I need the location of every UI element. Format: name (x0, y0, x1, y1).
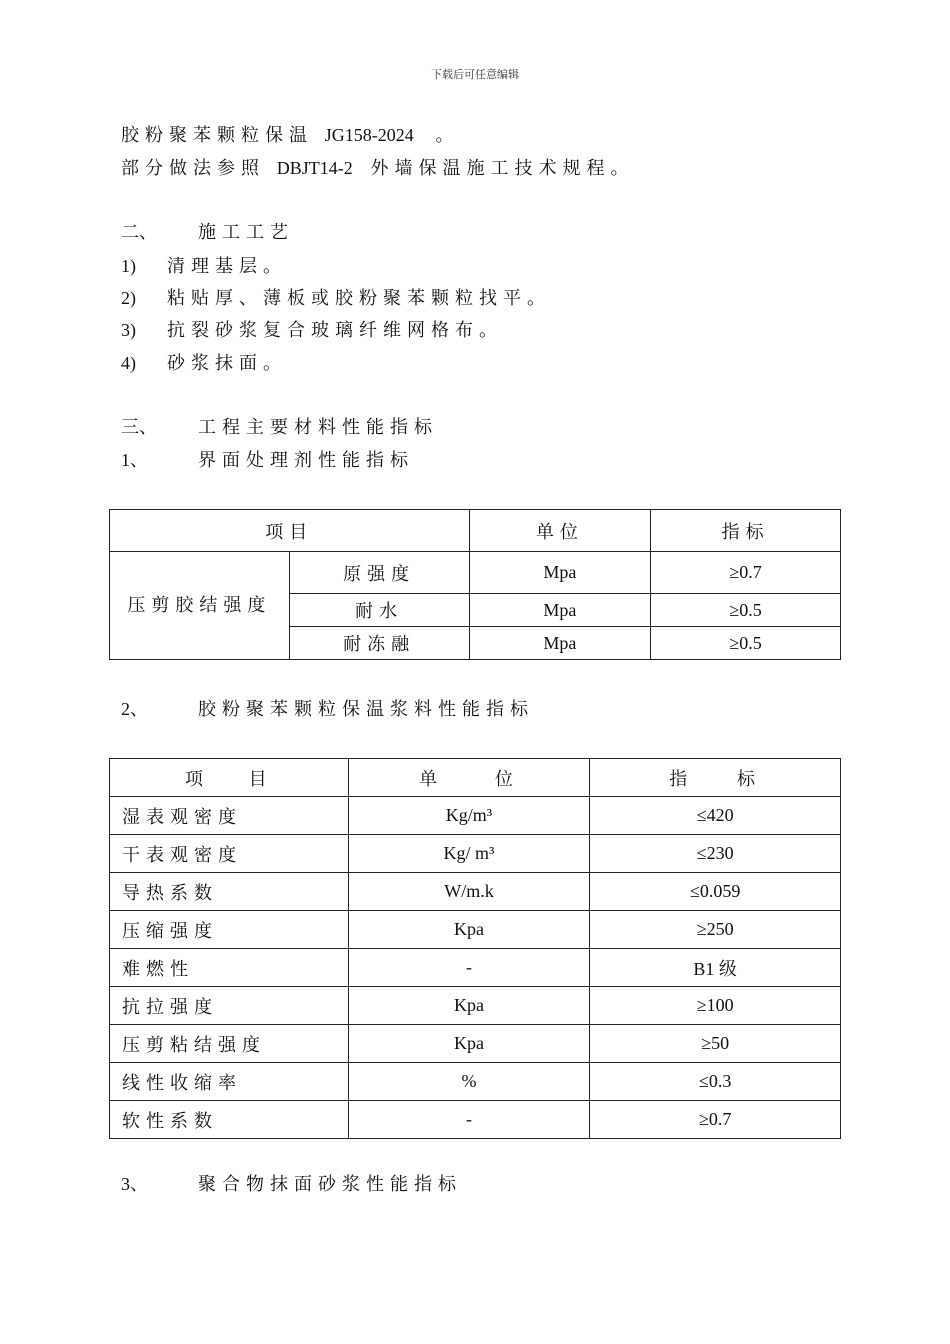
step-number: 4) (121, 353, 136, 373)
section-title: 施工工艺 (198, 222, 294, 243)
step-item (121, 352, 287, 375)
intro-text: 胶粉聚苯颗粒保温 (121, 125, 313, 146)
table-row (110, 1063, 841, 1101)
header-cell: 项 目 (110, 759, 349, 797)
step-item (121, 319, 503, 342)
value-cell: ≥100 (590, 987, 841, 1025)
item-cell: 耐冻融 (289, 627, 469, 660)
page-header: 下载后可任意编辑 (431, 68, 519, 81)
table-row (110, 835, 841, 873)
value-cell: ≤0.059 (590, 873, 841, 911)
item-cell: 耐水 (289, 594, 469, 627)
unit-cell: W/m.k (348, 873, 590, 911)
intro-text: 外墙保温施工技术规程。 (370, 158, 635, 179)
table-row (110, 1025, 841, 1063)
item-cell: 压缩强度 (110, 911, 349, 949)
unit-cell: Kg/ m³ (348, 835, 590, 873)
subsection-title: 界面处理剂性能指标 (198, 450, 414, 471)
value-cell: ≤230 (590, 835, 841, 873)
item-cell: 难燃性 (110, 949, 349, 987)
value-cell: ≤0.3 (590, 1063, 841, 1101)
header-cell: 单位 (469, 510, 651, 552)
insulation-mortar-table (109, 758, 841, 1139)
table-row (110, 911, 841, 949)
section-number: 三、 (121, 417, 157, 438)
unit-cell: Kpa (348, 987, 590, 1025)
header-cell: 项目 (110, 510, 470, 552)
table-row (110, 797, 841, 835)
item-cell: 干表观密度 (110, 835, 349, 873)
subsection-title: 聚合物抹面砂浆性能指标 (198, 1174, 462, 1195)
intro-line-1 (121, 124, 459, 147)
unit-cell: Mpa (469, 552, 651, 594)
intro-line-2 (121, 157, 634, 180)
item-cell: 抗拉强度 (110, 987, 349, 1025)
step-number: 1) (121, 256, 136, 276)
subsection-heading (121, 449, 414, 472)
section-heading (121, 222, 294, 244)
section-heading (121, 417, 438, 439)
table-header-row (110, 759, 841, 797)
value-cell: ≥0.7 (651, 552, 841, 594)
item-cell: 原强度 (289, 552, 469, 594)
subsection-number: 2、 (121, 699, 148, 719)
unit-cell: Kg/m³ (348, 797, 590, 835)
step-text: 抗裂砂浆复合玻璃纤维网格布。 (167, 320, 503, 341)
subsection-heading (121, 1173, 462, 1196)
unit-cell: Mpa (469, 627, 651, 660)
value-cell: ≥0.5 (651, 627, 841, 660)
header-cell: 指 标 (590, 759, 841, 797)
subsection-number: 3、 (121, 1174, 148, 1194)
subsection-heading (121, 698, 534, 721)
step-text: 清理基层。 (167, 256, 287, 277)
item-cell: 湿表观密度 (110, 797, 349, 835)
value-cell: ≥0.7 (590, 1101, 841, 1139)
unit-cell: - (348, 1101, 590, 1139)
section-title: 工程主要材料性能指标 (198, 417, 438, 438)
subsection-title: 胶粉聚苯颗粒保温浆料性能指标 (198, 699, 534, 720)
unit-cell: Kpa (348, 911, 590, 949)
table-row (110, 873, 841, 911)
value-cell: ≥0.5 (651, 594, 841, 627)
table-header-row (110, 510, 841, 552)
value-cell: ≥250 (590, 911, 841, 949)
unit-cell: Kpa (348, 1025, 590, 1063)
standard-code: DBJT14-2 (276, 158, 353, 178)
subsection-number: 1、 (121, 450, 148, 470)
table-row (110, 987, 841, 1025)
unit-cell: Mpa (469, 594, 651, 627)
item-cell: 导热系数 (110, 873, 349, 911)
step-item (121, 255, 287, 278)
section-number: 二、 (121, 222, 157, 243)
interface-agent-table (109, 509, 841, 660)
table-row (110, 949, 841, 987)
value-cell: ≤420 (590, 797, 841, 835)
header-cell: 单 位 (348, 759, 590, 797)
group-label-cell: 压剪胶结强度 (110, 552, 290, 660)
step-text: 砂浆抹面。 (167, 353, 287, 374)
unit-cell: % (348, 1063, 590, 1101)
step-number: 3) (121, 320, 136, 340)
table-row (110, 1101, 841, 1139)
standard-code: JG158-2024 (324, 125, 414, 145)
value-cell: B1 级 (590, 949, 841, 987)
step-text: 粘贴厚、薄板或胶粉聚苯颗粒找平。 (167, 288, 551, 309)
item-cell: 压剪粘结强度 (110, 1025, 349, 1063)
unit-cell: - (348, 949, 590, 987)
intro-text: 部分做法参照 (121, 158, 265, 179)
header-cell: 指标 (651, 510, 841, 552)
intro-punct: 。 (435, 125, 460, 146)
step-item (121, 287, 551, 310)
item-cell: 软性系数 (110, 1101, 349, 1139)
step-number: 2) (121, 288, 136, 308)
table-row (110, 552, 841, 594)
value-cell: ≥50 (590, 1025, 841, 1063)
item-cell: 线性收缩率 (110, 1063, 349, 1101)
